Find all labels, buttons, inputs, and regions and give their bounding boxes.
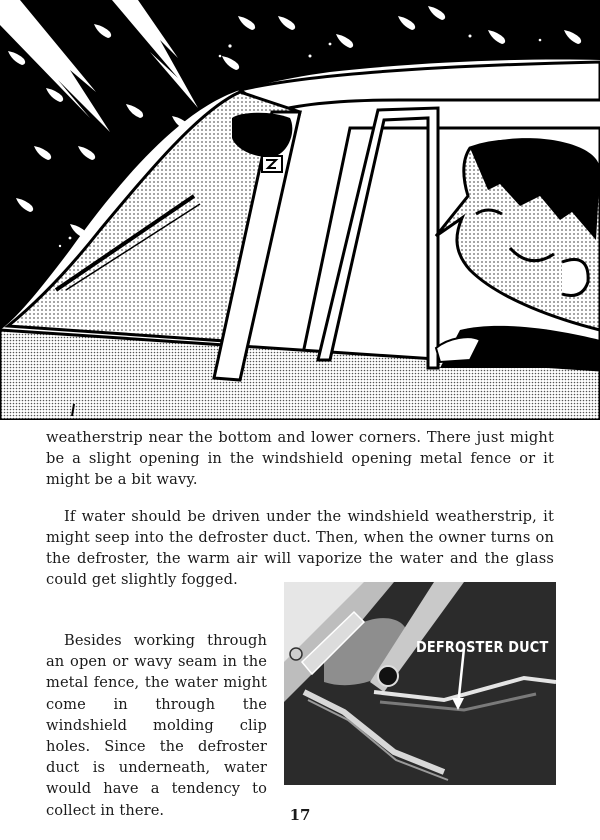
defroster-duct-photo bbox=[284, 582, 556, 785]
page-number: 17 bbox=[289, 806, 311, 824]
body-paragraph-1: weatherstrip near the bottom and lower corners. There just might be a slight opening in the windshield opening metal fence or it might be a bit wavy. bbox=[46, 429, 554, 488]
body-paragraph-3: Besides working through an open or wavy seam in the metal fence, the water might come in through the windshield molding clip holes. Since the defroster duct is underneath, water would have a tendency to collect in there. bbox=[46, 632, 267, 819]
defroster-duct-label: DEFROSTER DUCT bbox=[416, 638, 549, 656]
body-paragraph-2: If water should be driven under the windshield weatherstrip, it might seep into the defroster duct. Then, when the owner turns on the defroster, the warm air will vaporize the water and the glass could get slightly fogged. bbox=[46, 508, 554, 588]
